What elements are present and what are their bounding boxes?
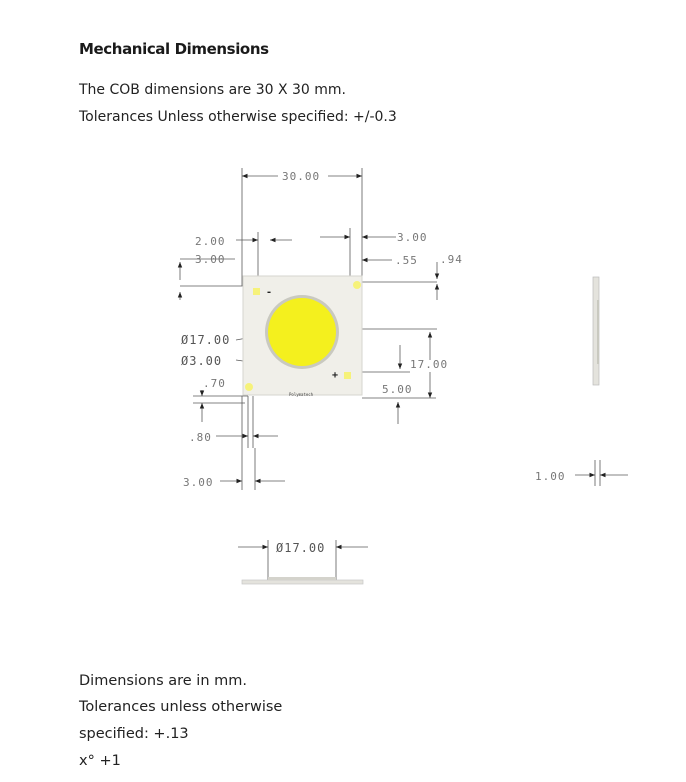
- dim-pad-diameter: Ø3.00: [181, 354, 223, 368]
- intro-line-dimensions: The COB dimensions are 30 X 30 mm.: [79, 82, 346, 98]
- dim-right-b: .55: [395, 254, 418, 267]
- note-angle: x° +1: [79, 753, 121, 769]
- dim-left-b: 3.00: [195, 253, 226, 266]
- dim-width: 30.00: [282, 170, 321, 183]
- dim-led-diameter: Ø17.00: [181, 333, 231, 347]
- plus-label: +: [332, 370, 340, 381]
- dim-right-a: 3.00: [397, 231, 428, 244]
- dim-side-thickness: 1.00: [535, 470, 566, 483]
- dim-right-d: 5.00: [382, 383, 413, 396]
- note-tolerance: Tolerances unless otherwise: [79, 699, 283, 715]
- dim-left-a: 2.00: [195, 235, 226, 248]
- cob-bottom-view: [242, 577, 363, 584]
- dim-right-c: .94: [440, 253, 463, 266]
- brand-label: Polymatech: [289, 392, 314, 397]
- dim-left-c: .70: [203, 377, 226, 390]
- cob-top-view: [243, 276, 362, 397]
- dim-bottom-diameter: Ø17.00: [276, 541, 326, 555]
- positive-pad: [344, 372, 351, 379]
- dim-bottom-a: .80: [189, 431, 212, 444]
- mounting-hole-top: [353, 281, 361, 289]
- note-units: Dimensions are in mm.: [79, 673, 247, 689]
- mounting-hole-bottom: [245, 383, 253, 391]
- minus-label: -: [266, 287, 274, 298]
- section-heading: Mechanical Dimensions: [79, 40, 269, 58]
- led-emitting-area: [268, 298, 336, 366]
- dim-bottom-b: 3.00: [183, 476, 214, 489]
- note-specified: specified: +.13: [79, 726, 189, 742]
- negative-pad: [253, 288, 260, 295]
- intro-line-tolerance: Tolerances Unless otherwise specified: +/-0.3: [79, 109, 397, 125]
- dim-height-c: 17.00: [410, 358, 449, 371]
- cob-side-view: [593, 277, 599, 385]
